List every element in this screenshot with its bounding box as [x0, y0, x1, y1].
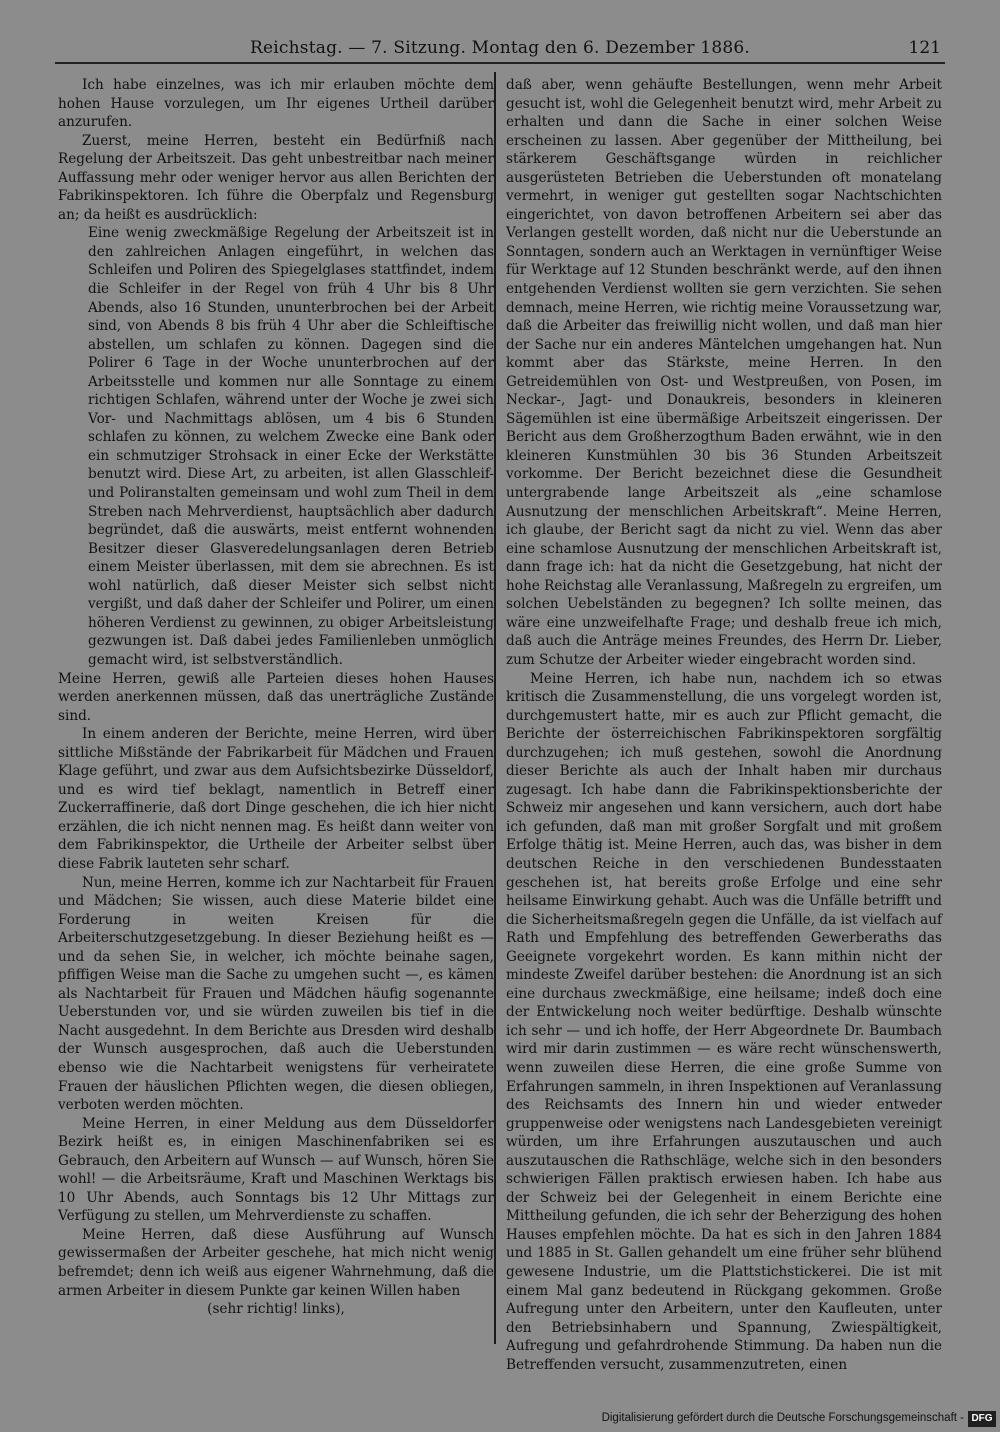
block-quote: Eine wenig zweckmäßige Regelung der Arbeitszeit ist in den zahlreichen Anlagen eingeführt, in welchen das Schleifen und Poliren des Spiegelglases stattfindet, indem die Schleifer in der Regel von früh 4 Uhr bis 8 Uhr Abends, also 16 Stunden, ununterbrochen bei der Arbeit sind, von Abends 8 bis früh 4 Uhr aber die Schleiftische abstellen, um schlafen zu können. Dagegen sind die Polirer 6 Tage in der Woche ununterbrochen auf der Arbeitsstelle und kommen nur alle Sonntage zu einem richtigen Schlafen, während unter der Woche je zwei sich Vor- und Nachmittags ablösen, um 4 bis 6 Stunden schlafen zu können, zu welchem Zwecke eine Bank oder ein schmutziger Strohsack in einer Ecke der Werkstätte benutzt wird. Diese Art, zu arbeiten, ist allen Glasschleif- und Poliranstalten gemeinsam und wohl zum Theil in dem Streben nach Mehrverdienst, hauptsächlich aber dadurch begründet, daß die auswärts, meist entfernt wohnenden Besitzer dieser Glasveredelungsanlagen deren Betrieb einem Meister überlassen, mit dem sie abrechnen. Es ist wohl natürlich, daß dieser Meister sich selbst nicht vergißt, und daß daher der Schleifer und Polirer, um einen höheren Verdienst zu gewinnen, zu obiger Arbeitsleistung gezwungen ist. Daß dabei jedes Familienleben unmöglich gemacht wird, ist selbstverständlich. — [88, 225, 494, 668]
paragraph: Meine Herren, in einer Meldung aus dem Düsseldorfer Bezirk heißt es, in einigen Maschinenfabriken sei es Gebrauch, den Arbeitern auf Wunsch — auf Wunsch, hören Sie wohl! — die Arbeitsräume, Kraft und Maschinen Werktags bis 10 Uhr Abends, auch Sonntags bis 12 Uhr Mittags zur Verfügung zu stellen, um Mehrverdienste zu schaffen. — [58, 1115, 494, 1225]
paragraph: Meine Herren, daß diese Ausführung auf Wunsch gewissermaßen der Arbeiter geschehe, hat mich nicht wenig befremdet; denn ich weiß aus eigener Wahrnehmung, daß die armen Arbeiter in diesem Punkte gar keinen Willen haben — [58, 1226, 494, 1299]
page-number: 121 — [908, 38, 941, 58]
paragraph: Meine Herren, gewiß alle Parteien dieses hohen Hauses werden anerkennen müssen, daß das unerträgliche Zustände sind. — [58, 670, 494, 724]
running-title: Reichstag. — 7. Sitzung. Montag den 6. Dezember 1886. — [250, 38, 750, 58]
right-column — [506, 76, 942, 1373]
footer — [0, 1410, 1000, 1432]
interjection: (sehr richtig! links), — [207, 1301, 345, 1318]
paragraph: Nun, meine Herren, komme ich zur Nachtarbeit für Frauen und Mädchen; Sie wissen, auch diese Materie bildet eine Forderung in weiten Kreisen für die Arbeiterschutzgesetzgebung. In dieser Beziehung heißt es — und da sehen Sie, in welcher, ich möchte beinahe sagen, pfiffigen Weise man die Sache zu umgehen sucht —, es kämen als Nachtarbeit für Frauen und Mädchen häufig sogenannte Ueberstunden vor, und sie würden zuweilen bis tief in die Nacht ausgedehnt. In dem Berichte aus Dresden wird deshalb der Wunsch ausgesprochen, daß auch die Ueberstunden ebenso wie die Nachtarbeit wenigstens für verheiratete Frauen der häuslichen Pflichten wegen, die diesen obliegen, verboten werden möchten. — [58, 874, 494, 1114]
paragraph: Ich habe einzelnes, was ich mir erlauben möchte dem hohen Hause vorzulegen, um Ihr eigenes Urtheil darüber anzurufen. — [58, 77, 494, 131]
page-header — [55, 34, 945, 64]
paragraph: Zuerst, meine Herren, besteht ein Bedürfniß nach Regelung der Arbeitszeit. Das geht unbestreitbar nach meiner Auffassung mehr oder weniger hervor aus allen Berichten der Fabrikinspektoren. Ich führe die Oberpfalz und Regensburg an; da heißt es ausdrücklich: — [58, 132, 494, 223]
digitization-credit: Digitalisierung gefördert durch die Deutsche Forschungsgemeinschaft - — [601, 1412, 964, 1424]
paragraph: Meine Herren, ich habe nun, nachdem ich so etwas kritisch die Zusammenstellung, die uns vorgelegt worden ist, durchgemustert hatte, mir es auch zur Pflicht gemacht, die Berichte der österreichischen Fabrikinspektoren sorgfältig durchzugehen; ich muß gestehen, sowohl die Anordnung dieser Berichte als auch der Inhalt haben mir durchaus zugesagt. Ich habe dann die Fabrikinspektionsberichte der Schweiz mir angesehen und kann versichern, auch dort habe ich gefunden, daß man mit großer Sorgfalt und mit großem Erfolge thätig ist. Meine Herren, auch das, was bisher in dem deutschen Reiche in den verschiedenen Bundesstaaten geschehen ist, hat bereits große Erfolge und eine sehr heilsame Einwirkung gehabt. Auch was die Unfälle betrifft und die Sicherheitsmaßregeln gegen die Unfälle, da ist vielfach auf Rath und Empfehlung des betreffenden Gewerberaths das Geeignete vorgekehrt worden. Es kann mithin nicht der mindeste Zweifel darüber bestehen: die Anordnung ist an sich eine durchaus zweckmäßige, eine heilsame; indeß doch eine der Entwickelung noch weiter bedürftige. Deshalb wünschte ich sehr — und ich hoffe, der Herr Abgeordnete Dr. Baumbach wird mir darin zustimmen — es wäre recht wünschenswerth, wenn zuweilen diese Herren, die eine große Summe von Erfahrungen sammeln, in ihren Inspektionen auf Veranlassung des Reichsamts des Innern hin und wieder entweder gruppenweise oder wenigstens nach Landesgebieten vereinigt würden, um ihre Erfahrungen auszutauschen und auch auszutauschen die Rathschläge, welche sich in den besonders schwierigen Fällen praktisch erwiesen haben. Ich habe aus der Schweiz bei der Gelegenheit in einem Berichte eine Mittheilung gefunden, die ich sehr der Beherzigung des hohen Hauses empfehlen möchte. Da hat es sich in den Jahren 1884 und 1885 in St. Gallen gehandelt um eine früher sehr blühend gewesene Industrie, um die Plattstichstickerei. Die ist mit einem Mal ganz bedeutend in Rückgang gekommen. Große Aufregung unter den Arbeitern, unter den Kaufleuten, unter den Betriebsinhabern und Spannung, Zwiespältigkeit, Aufregung und gefahrdrohende Stimmung. Da haben nun die Betreffenden versucht, zusammenzutreten, einen — [506, 670, 942, 1373]
left-column — [58, 76, 494, 1338]
dfg-logo: DFG — [968, 1411, 996, 1427]
paragraph: daß aber, wenn gehäufte Bestellungen, wenn mehr Arbeit gesucht ist, wohl die Gelegenheit benutzt wird, mehr Arbeit zu erhalten und dann die Sache in einer solchen Weise erscheinen zu lassen. Aber gegenüber der Mittheilung, bei stärkerem Geschäftsgange würden in reichlicher ausgerüsteten Betrieben die Ueberstunden oft monatelang vermehrt, in weniger gut gestellten sogar Nachtschichten eingerichtet, von davon betroffenen Arbeitern sei aber das Verlangen gestellt worden, daß nicht nur die Ueberstunde an Sonntagen, sondern auch an Werktagen in vernünftiger Weise für Werktage auf 12 Stunden beschränkt werde, auf den ihnen entgehenden Verdienst wollten sie gern verzichten. Sie sehen demnach, meine Herren, wie richtig meine Voraussetzung war, daß die Arbeiter das freiwillig nicht wollen, und daß man hier der Sache nur ein anderes Mäntelchen umgehangen hat. Nun kommt aber das Stärkste, meine Herren. In den Getreidemühlen von Ost- und Westpreußen, von Posen, im Neckar-, Jagt- und Donaukreis, besonders in kleineren Sägemühlen ist eine übermäßige Arbeitszeit eingerissen. Der Bericht aus dem Großherzogthum Baden erwähnt, wie in den kleineren Kunstmühlen 30 bis 36 Stunden Arbeitszeit vorkomme. Der Bericht bezeichnet diese die Gesundheit untergrabende lange Arbeitszeit als „eine schamlose Ausnutzung der menschlichen Arbeitskraft“. Meine Herren, ich glaube, der Bericht sagt da nicht zu viel. Wenn das aber eine schamlose Ausnutzung der menschlichen Arbeitskraft ist, dann frage ich: hat da nicht die Gesetzgebung, hat nicht der hohe Reichstag alle Veranlassung, Maßregeln zu ergreifen, um solchen Uebelständen zu begegnen? Ich sollte meinen, das wäre eine unzweifelhafte Frage; und deshalb freue ich mich, daß auch die Anträge meines Freundes, des Herrn Dr. Lieber, zum Schutze der Arbeiter wieder eingebracht worden sind. — [506, 77, 942, 668]
paragraph: In einem anderen der Berichte, meine Herren, wird über sittliche Mißstände der Fabrikarbeit für Mädchen und Frauen Klage geführt, und zwar aus dem Aufsichtsbezirke Düsseldorf, und es wird tief beklagt, namentlich in Betreff einer Zuckerraffinerie, daß dort Dinge geschehen, die ich hier nicht erzählen, die ich nicht nennen mag. Es heißt dann weiter von dem Fabrikinspektor, die Urtheile der Arbeiter selbst über diese Fabrik lauteten sehr scharf. — [58, 726, 494, 872]
column-divider — [494, 72, 496, 1344]
